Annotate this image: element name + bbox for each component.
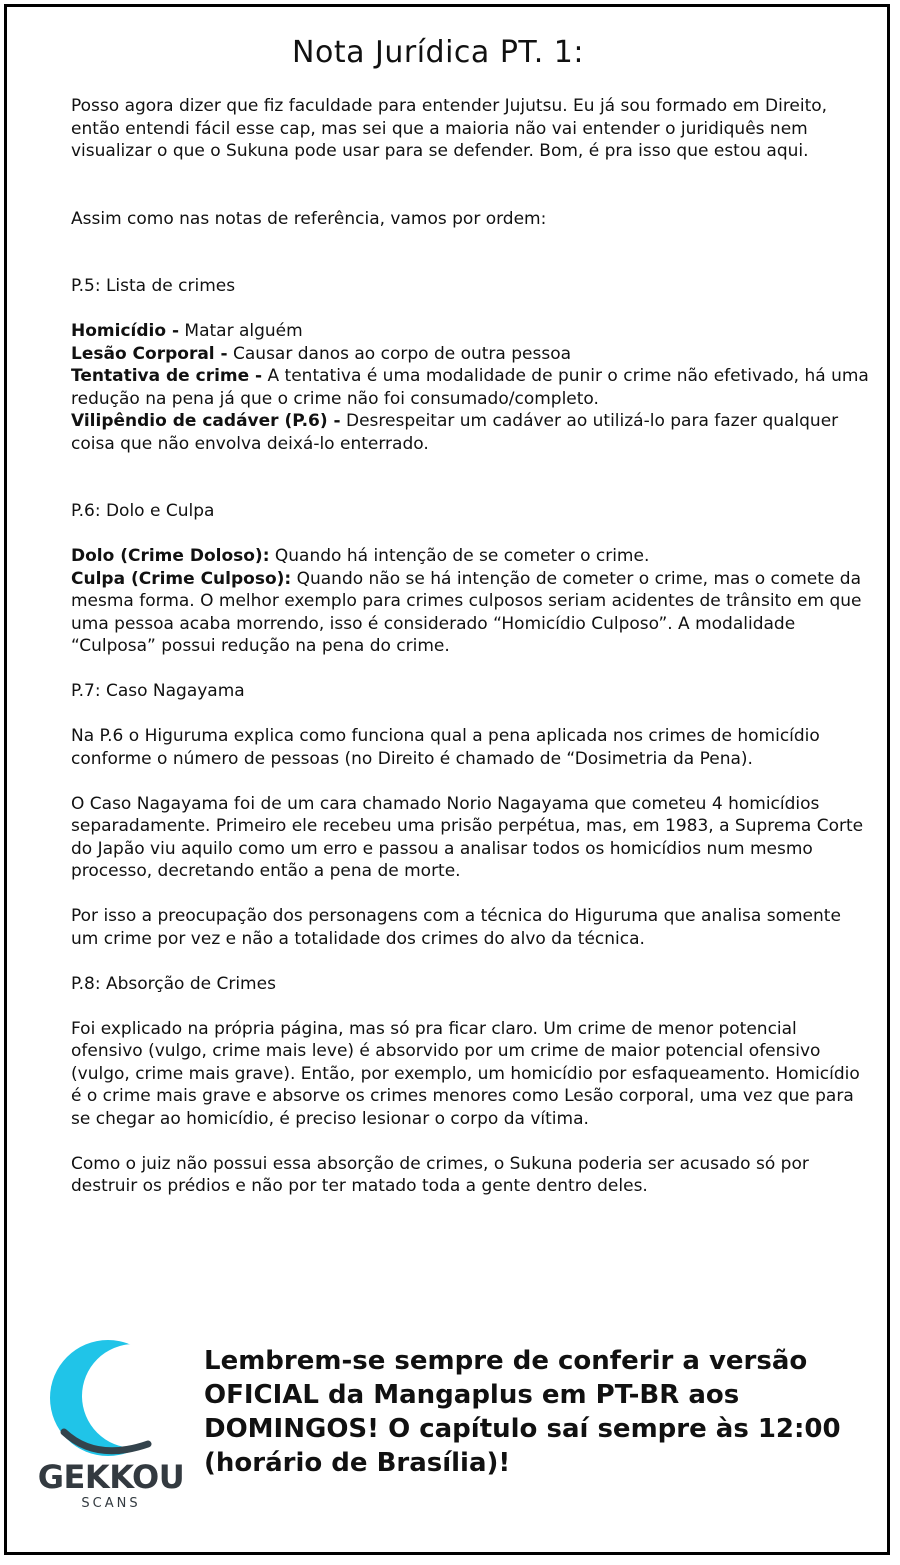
dolo-term: Dolo (Crime Doloso): [71, 546, 270, 566]
intro-order-line: Assim como nas notas de referência, vamos por ordem: [71, 208, 547, 229]
section-heading-p8: P.8: Absorção de Crimes [71, 973, 276, 994]
crime-desc: A tentativa é uma modalidade de punir o crime não efetivado, há uma redução na pena já que o crime não foi consumado/completo. [71, 366, 869, 409]
crime-term: Lesão Corporal - [71, 343, 228, 364]
crime-term: Tentativa de crime - [71, 366, 263, 386]
dolo-desc: Quando há intenção de se cometer o crime. [269, 546, 650, 566]
section-heading-p7: P.7: Caso Nagayama [71, 681, 245, 701]
intro-paragraph: Posso agora dizer que fiz faculdade para entender Jujutsu. Eu já sou formado em Direito, então entendi fácil esse cap, mas sei que a maioria não vai entender o juridiquês nem visualizar o que o Sukuna pode usar para se defender. Bom, é pra isso que estou aqui. [71, 96, 828, 161]
crime-term: Vilipêndio de cadáver (P.6) - [71, 411, 341, 431]
crime-term: Homicídio - [71, 321, 180, 341]
crime-desc: Causar danos ao corpo de outra pessoa [227, 343, 572, 364]
page-title: Nota Jurídica PT. 1: [292, 35, 584, 70]
culpa-term: Culpa (Crime Culposo): [71, 568, 292, 589]
release-notice: Lembrem-se sempre de conferir a versão OFICIAL da Mangaplus em PT-BR aos DOMINGOS! O capítulo saí sempre às 12:00 (horário de Brasília)! [204, 1346, 841, 1478]
section-heading-p6: P.6: Dolo e Culpa [71, 501, 215, 521]
crime-item [71, 343, 871, 366]
p7-paragraph-1: Na P.6 o Higuruma explica como funciona qual a pena aplicada nos crimes de homicídio conforme o número de pessoas (no Direito é chamado de “Dosimetria da Pena). [71, 726, 820, 769]
crime-item [71, 410, 871, 455]
section-heading-p5: P.5: Lista de crimes [71, 276, 236, 296]
dolo-item [71, 545, 871, 568]
page-frame [4, 4, 890, 1555]
note-content [71, 95, 871, 1198]
crime-item [71, 320, 871, 343]
p7-paragraph-3: Por isso a preocupação dos personagens com a técnica do Higuruma que analisa somente um crime por vez e não a totalidade dos crimes do alvo da técnica. [71, 906, 841, 949]
culpa-item [71, 568, 871, 658]
crime-item [71, 365, 871, 410]
p8-paragraph-1: Foi explicado na própria página, mas só pra ficar claro. Um crime de menor potencial ofensivo (vulgo, crime mais leve) é absorvido por um crime de maior potencial ofensivo (vulgo, crime mais grave). Então, por exemplo, um homicídio por esfaqueamento. Homicídio é o crime mais grave e absorve os crimes menores como Lesão corporal, uma vez que para se chegar ao homicídio, é preciso lesionar o corpo da vítima. [71, 1018, 860, 1129]
logo-wordmark: GEKKOU [37, 1458, 185, 1496]
logo-subtitle: SCANS [81, 1496, 141, 1511]
p7-paragraph-2: O Caso Nagayama foi de um cara chamado Norio Nagayama que cometeu 4 homicídios separadamente. Primeiro ele recebeu uma prisão perpétua, mas, em 1983, a Suprema Corte do Japão viu aquilo como um erro e passou a analisar todos os homicídios num mesmo processo, decretando então a pena de morte. [71, 793, 864, 881]
p8-paragraph-2: Como o juiz não possui essa absorção de crimes, o Sukuna poderia ser acusado só por destruir os prédios e não por ter matado toda a gente dentro deles. [71, 1153, 809, 1196]
crime-desc: Desrespeitar um cadáver ao utilizá-lo para fazer qualquer coisa que não envolva deixá-lo enterrado. [71, 411, 839, 454]
culpa-desc: Quando não se há intenção de cometer o crime, mas o comete da mesma forma. O melhor exemplo para crimes culposos seriam acidentes de trânsito em que uma pessoa acaba morrendo, isso é considerado “Homicídio Culposo”. A modalidade “Culposa” possui redução na pena do crime. [71, 568, 862, 656]
crime-desc: Matar alguém [179, 321, 303, 341]
